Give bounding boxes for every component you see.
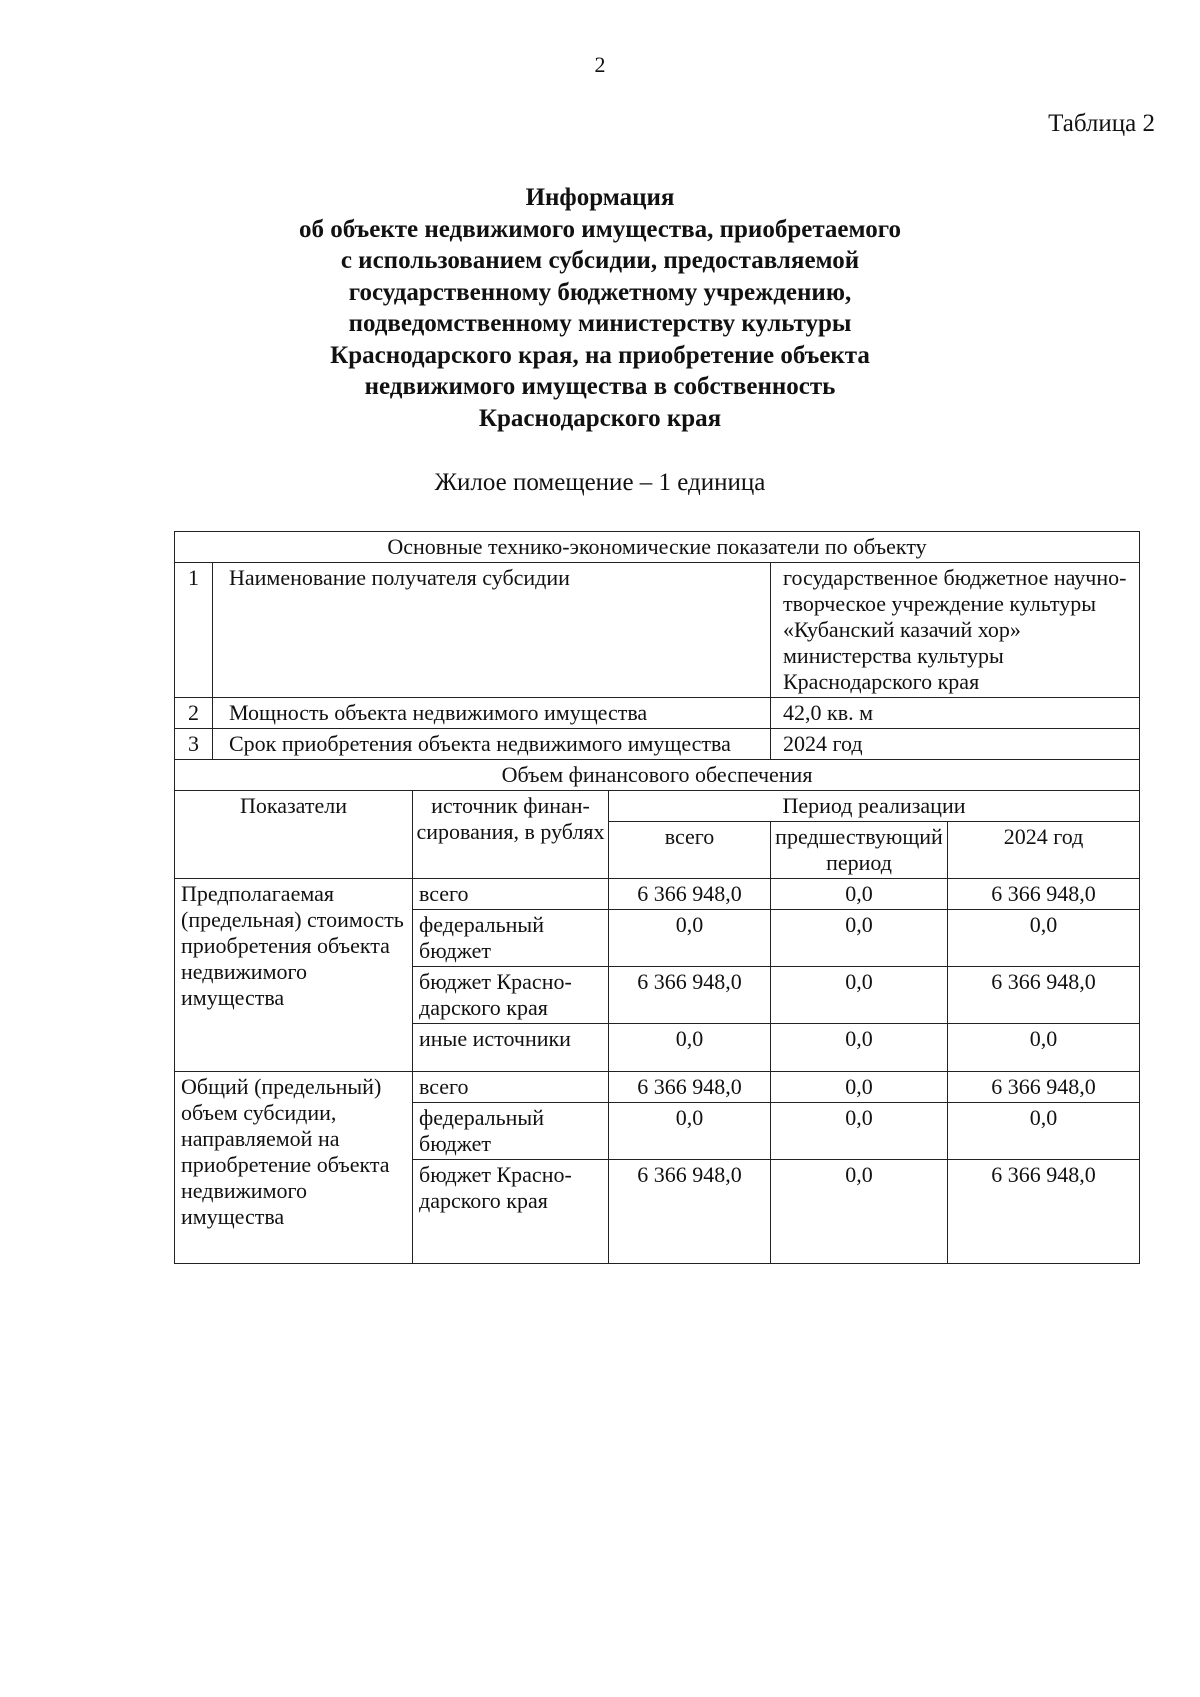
title-line: с использованием субсидии, предоставляемой bbox=[340, 247, 860, 274]
table-row bbox=[175, 879, 1140, 910]
table-label: Таблица 2 bbox=[1048, 110, 1155, 137]
source-cell: федеральный бюджет bbox=[413, 1103, 609, 1160]
row-value: государственное бюджетное научно-творческое учреждение культуры «Кубанский казачий хор» министерства культуры Краснодарского края bbox=[771, 563, 1140, 698]
row-value: 2024 год bbox=[771, 729, 1140, 760]
previous-period-value: 0,0 bbox=[771, 1024, 948, 1072]
year-value: 6 366 948,0 bbox=[948, 1072, 1140, 1103]
title-line: об объекте недвижимого имущества, приобретаемого bbox=[299, 215, 901, 243]
previous-period-value: 0,0 bbox=[771, 967, 948, 1024]
table-row bbox=[175, 532, 1140, 563]
title-line: недвижимого имущества в собственность bbox=[364, 373, 836, 400]
row-value: 42,0 кв. м bbox=[771, 698, 1140, 729]
row-label: Срок приобретения объекта недвижимого имущества bbox=[213, 729, 771, 760]
section-header-financing: Объем финансового обеспечения bbox=[175, 760, 1140, 791]
document-subtitle: Жилое помещение – 1 единица bbox=[434, 469, 766, 496]
total-value: 6 366 948,0 bbox=[609, 1072, 771, 1103]
row-label: Наименование получателя субсидии bbox=[213, 563, 771, 698]
table-row bbox=[175, 698, 1140, 729]
source-cell: иные источники bbox=[413, 1024, 609, 1072]
title-line: подведомственному министерству культуры bbox=[348, 310, 852, 337]
title-line: Краснодарского края, на приобретение объекта bbox=[330, 341, 870, 369]
title-line: Краснодарского края bbox=[478, 404, 722, 432]
previous-period-value: 0,0 bbox=[771, 1103, 948, 1160]
section-header-indicators: Основные технико-экономические показатели по объекту bbox=[175, 532, 1140, 563]
table-row bbox=[175, 729, 1140, 760]
previous-period-value: 0,0 bbox=[771, 1072, 948, 1103]
source-cell: федеральный бюджет bbox=[413, 910, 609, 967]
row-number: 1 bbox=[175, 563, 213, 698]
source-cell: бюджет Красно-дарского края bbox=[413, 967, 609, 1024]
table-row bbox=[175, 1072, 1140, 1103]
column-header-year: 2024 год bbox=[948, 822, 1140, 879]
total-value: 0,0 bbox=[609, 1024, 771, 1072]
column-header-source: источник финан-сирования, в рублях bbox=[413, 791, 609, 879]
total-value: 0,0 bbox=[609, 910, 771, 967]
row-number: 3 bbox=[175, 729, 213, 760]
source-cell: всего bbox=[413, 1072, 609, 1103]
year-value: 6 366 948,0 bbox=[948, 1160, 1140, 1264]
page-number: 2 bbox=[594, 52, 606, 77]
previous-period-value: 0,0 bbox=[771, 1160, 948, 1264]
year-value: 0,0 bbox=[948, 910, 1140, 967]
info-table bbox=[174, 531, 1140, 1264]
source-cell: всего bbox=[413, 879, 609, 910]
table-header-row bbox=[175, 791, 1140, 822]
column-header-total: всего bbox=[609, 822, 771, 879]
year-value: 6 366 948,0 bbox=[948, 967, 1140, 1024]
column-header-period: Период реализации bbox=[609, 791, 1140, 822]
table-row bbox=[175, 563, 1140, 698]
column-header-indicators: Показатели bbox=[175, 791, 413, 879]
title-line: государственному бюджетному учреждению, bbox=[348, 278, 852, 306]
table-row bbox=[175, 760, 1140, 791]
total-value: 6 366 948,0 bbox=[609, 1160, 771, 1264]
year-value: 6 366 948,0 bbox=[948, 879, 1140, 910]
year-value: 0,0 bbox=[948, 1103, 1140, 1160]
group-label: Предполагаемая (предельная) стоимость приобретения объекта недвижимого имущества bbox=[175, 879, 413, 1072]
total-value: 6 366 948,0 bbox=[609, 967, 771, 1024]
group-label: Общий (предельный) объем субсидии, направляемой на приобретение объекта недвижимого имущества bbox=[175, 1072, 413, 1264]
column-header-previous-period: предшествующий период bbox=[771, 822, 948, 879]
document-title bbox=[0, 182, 1200, 434]
row-number: 2 bbox=[175, 698, 213, 729]
title-line: Информация bbox=[525, 184, 675, 211]
total-value: 6 366 948,0 bbox=[609, 879, 771, 910]
previous-period-value: 0,0 bbox=[771, 910, 948, 967]
row-label: Мощность объекта недвижимого имущества bbox=[213, 698, 771, 729]
source-cell: бюджет Красно-дарского края bbox=[413, 1160, 609, 1264]
total-value: 0,0 bbox=[609, 1103, 771, 1160]
year-value: 0,0 bbox=[948, 1024, 1140, 1072]
previous-period-value: 0,0 bbox=[771, 879, 948, 910]
